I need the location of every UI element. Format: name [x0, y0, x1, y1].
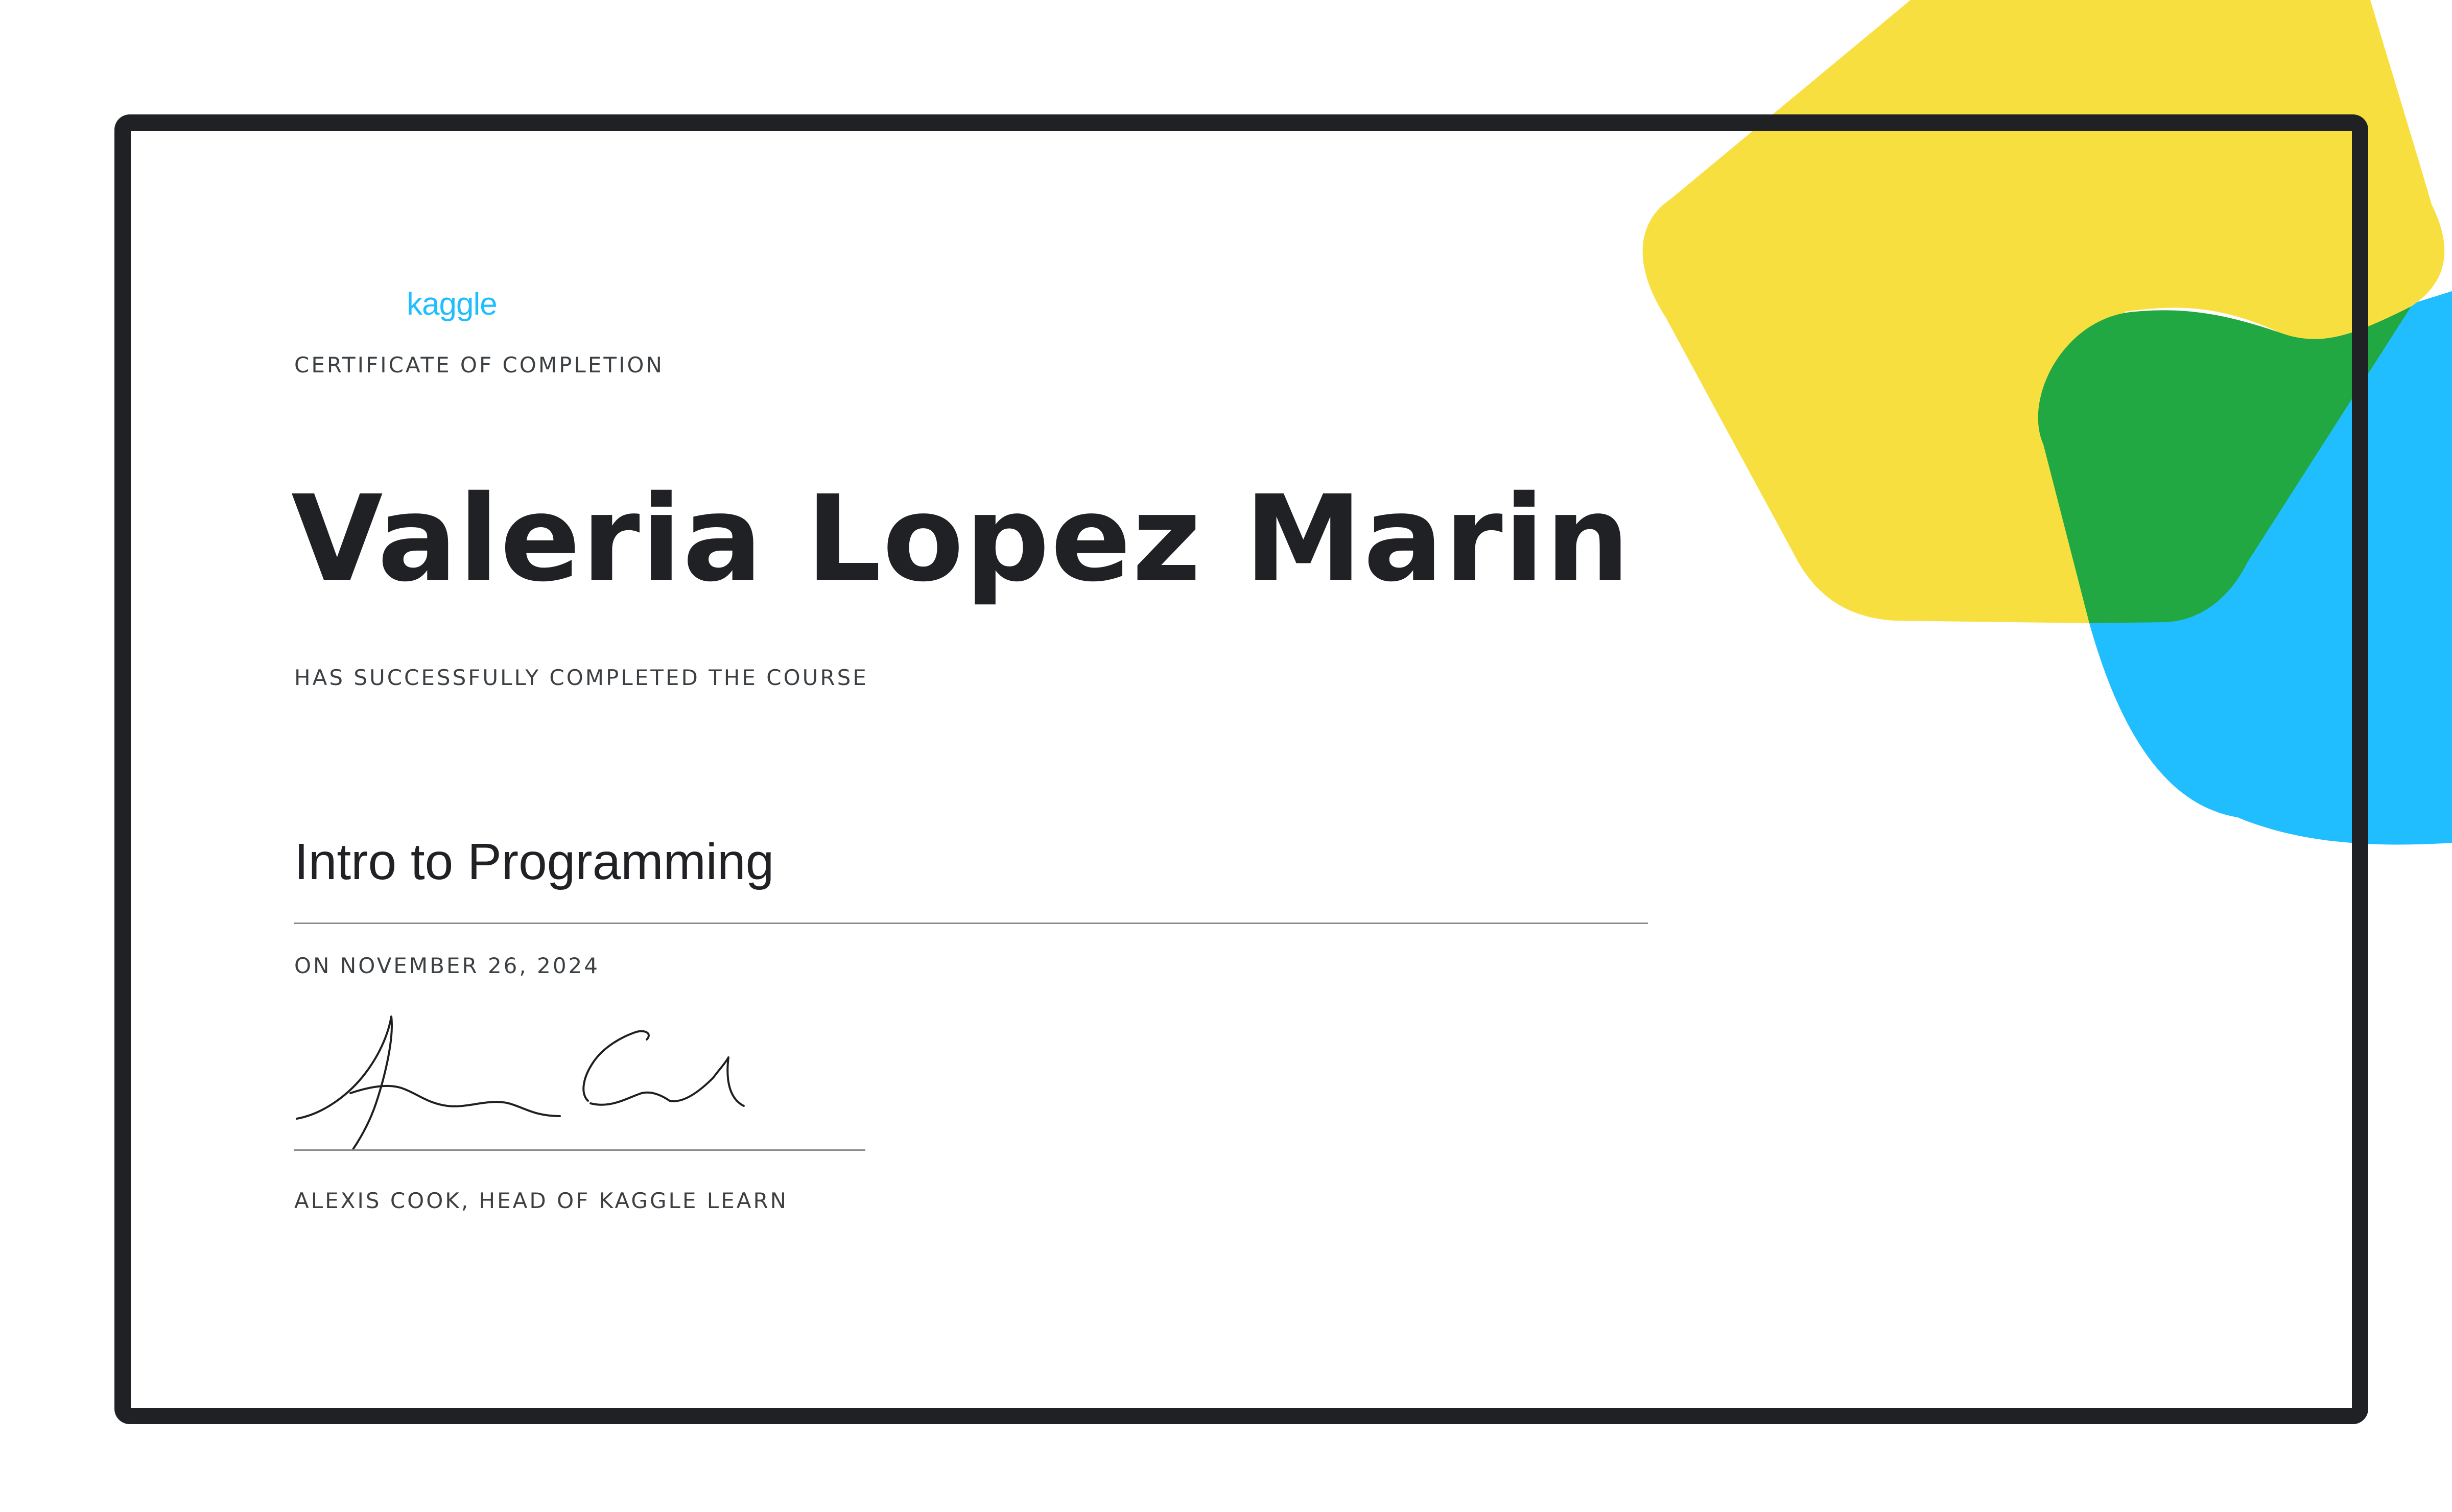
course-name: Intro to Programming: [294, 833, 774, 890]
recipient-name: Valeria Lopez Marin: [291, 470, 1631, 608]
certificate-title: CERTIFICATE OF COMPLETION: [294, 352, 664, 377]
signature-line: [294, 1149, 865, 1151]
signature: [294, 1006, 754, 1160]
kaggle-logo: kaggle: [407, 287, 497, 322]
completion-date: ON NOVEMBER 26, 2024: [294, 953, 600, 978]
course-divider: [294, 923, 1648, 924]
signer-name: ALEXIS COOK, HEAD OF KAGGLE LEARN: [294, 1188, 789, 1213]
completion-statement: HAS SUCCESSFULLY COMPLETED THE COURSE: [294, 665, 868, 690]
